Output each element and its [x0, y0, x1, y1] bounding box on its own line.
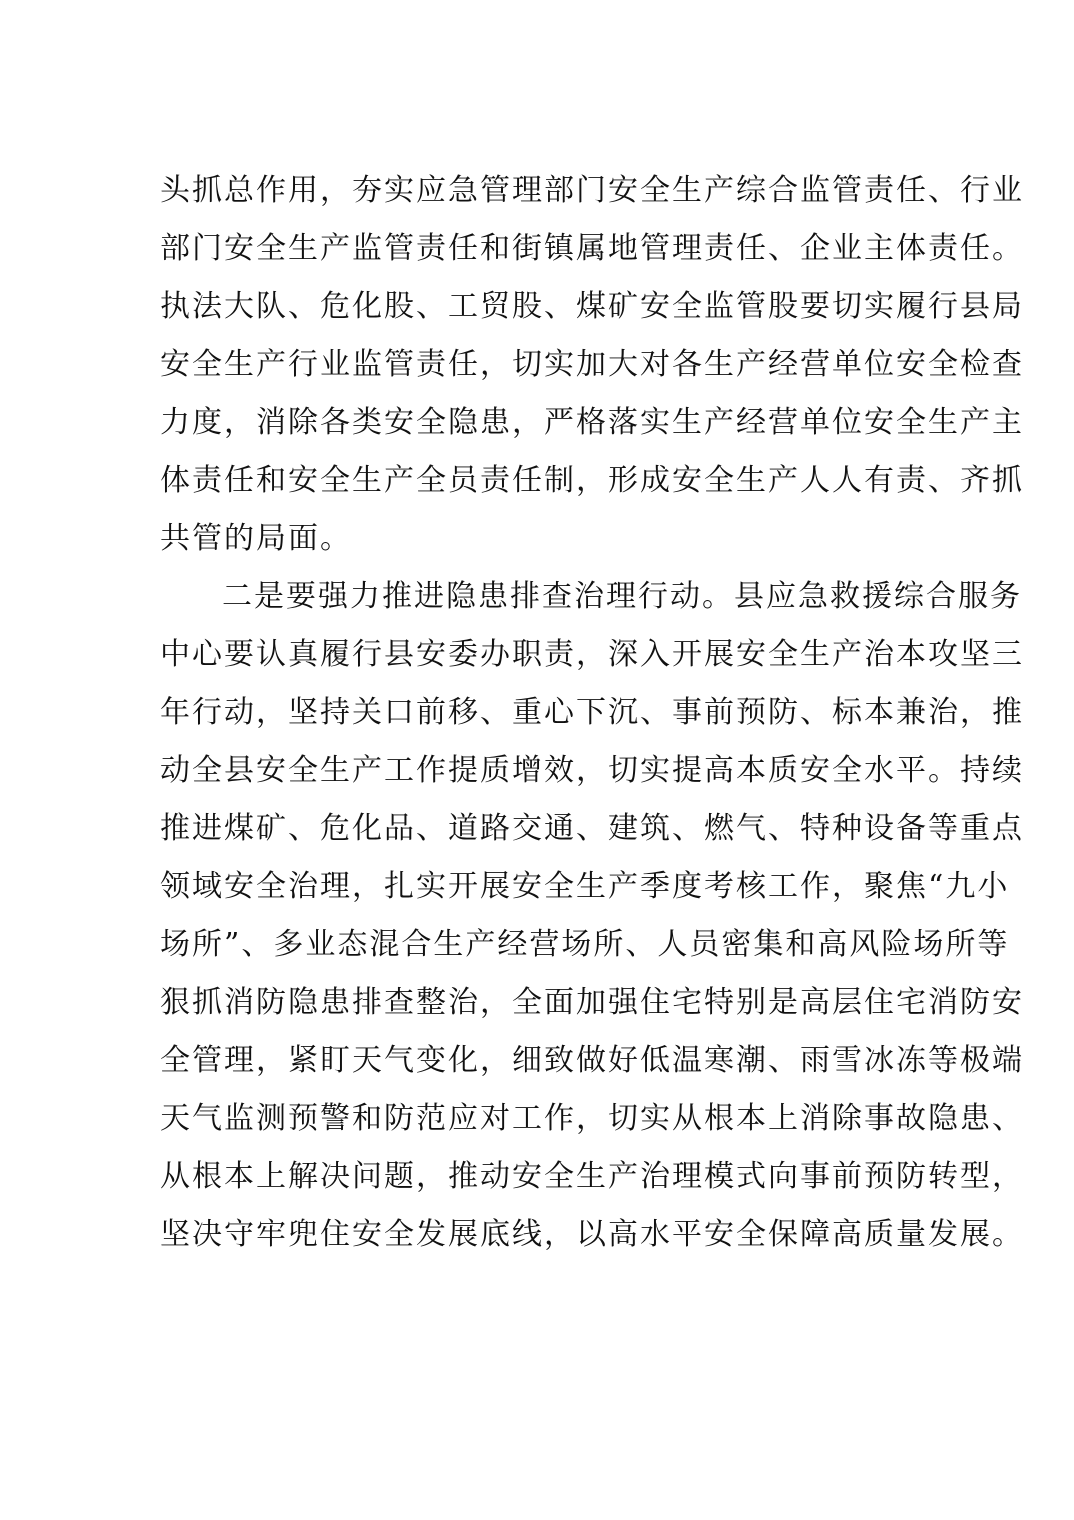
text-line: 领域安全治理，扎实开展安全生产季度考核工作，聚焦“九小: [160, 869, 1010, 904]
text-line: 天气监测预警和防范应对工作，切实从根本上消除事故隐患、: [160, 1101, 1024, 1136]
text-line: 力度，消除各类安全隐患，严格落实生产经营单位安全生产主: [160, 405, 1024, 440]
text-line: 全管理，紧盯天气变化，细致做好低温寒潮、雨雪冰冻等极端: [160, 1043, 1024, 1078]
text-line: 共管的局面。: [160, 521, 352, 556]
text-line: 执法大队、危化股、工贸股、煤矿安全监管股要切实履行县局: [160, 289, 1024, 324]
body-text: [160, 162, 1024, 1264]
text-line: 头抓总作用，夯实应急管理部门安全生产综合监管责任、行业: [160, 173, 1024, 208]
text-line: 从根本上解决问题，推动安全生产治理模式向事前预防转型，: [160, 1159, 1024, 1194]
text-line: 中心要认真履行县安委办职责，深入开展安全生产治本攻坚三: [160, 637, 1024, 672]
text-line: 推进煤矿、危化品、道路交通、建筑、燃气、特种设备等重点: [160, 811, 1024, 846]
text-line: 狠抓消防隐患排查整治，全面加强住宅特别是高层住宅消防安: [160, 985, 1024, 1020]
text-line: 年行动，坚持关口前移、重心下沉、事前预防、标本兼治，推: [160, 695, 1024, 730]
text-line: 部门安全生产监管责任和街镇属地管理责任、企业主体责任。: [160, 231, 1024, 266]
text-line: 体责任和安全生产全员责任制，形成安全生产人人有责、齐抓: [160, 463, 1024, 498]
text-line: 坚决守牢兜住安全发展底线，以高水平安全保障高质量发展。: [160, 1217, 1024, 1252]
text-line: 场所”、多业态混合生产经营场所、人员密集和高风险场所等: [160, 927, 1010, 962]
text-line: 动全县安全生产工作提质增效，切实提高本质安全水平。持续: [160, 753, 1024, 788]
text-line: 安全生产行业监管责任，切实加大对各生产经营单位安全检查: [160, 347, 1024, 382]
paragraph-start-line: 二是要强力推进隐患排查治理行动。县应急救援综合服务: [222, 579, 1022, 614]
